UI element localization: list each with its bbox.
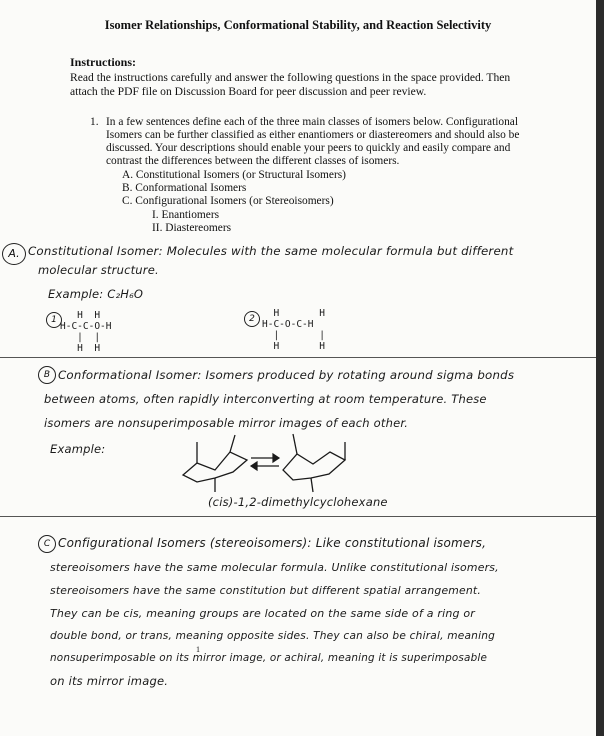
answer-b-line: isomers are nonsuperimposable mirror images of each other.: [44, 416, 409, 430]
instructions-line: Read the instructions carefully and answer the following questions in the space provided. Then: [70, 71, 511, 84]
structure-2-label: 2: [244, 311, 260, 327]
question-line: contrast the differences between the different classes of isomers.: [106, 155, 400, 167]
answer-b-line: between atoms, often rapidly interconverting at room temperature. These: [44, 392, 487, 406]
answer-b-marker: B: [38, 366, 56, 384]
question-line: Isomers can be further classified as either enantiomers or diastereomers and should also be: [106, 129, 520, 141]
option-a: A. Constitutional Isomers (or Structural Isomers): [122, 169, 346, 181]
answer-a-line: molecular structure.: [38, 263, 159, 277]
chair-conformations-drawing: [175, 430, 350, 500]
answer-c-line: double bond, or trans, meaning opposite sides. They can also be chiral, meaning: [50, 630, 496, 642]
instructions-line: attach the PDF file on Discussion Board for peer discussion and peer review.: [70, 85, 427, 98]
suboption-enantiomers: I. Enantiomers: [152, 209, 220, 221]
question-number: 1.: [90, 116, 99, 128]
answer-c-line: stereoisomers have the same constitution but different spatial arrangement.: [50, 584, 481, 597]
structure-1-label: 1: [46, 312, 62, 328]
dimethyl-ether-structure: H H H-C-O-C-H | | H H: [262, 308, 325, 352]
equilibrium-arrows: [251, 454, 279, 470]
viewer-border: [596, 0, 604, 736]
instructions-heading: Instructions:: [70, 55, 137, 69]
answer-b-line: Conformational Isomer: Isomers produced by rotating around sigma bonds: [58, 368, 515, 382]
answer-c-line: on its mirror image.: [50, 674, 169, 688]
answer-c-line: nonsuperimposable on its mirror image, or achiral, meaning it is superimposable: [50, 652, 488, 664]
answer-a-example: Example: C₂H₆O: [48, 287, 144, 301]
chair-right: [283, 434, 345, 492]
answer-b-example: Example:: [50, 442, 106, 456]
question-line: discussed. Your descriptions should enable your peers to quickly and easily compare and: [106, 142, 511, 154]
suboption-diastereomers: II. Diastereomers: [152, 222, 232, 234]
chair-left: [183, 435, 247, 492]
question-line: In a few sentences define each of the three main classes of isomers below. Configurational: [106, 116, 519, 128]
answer-a-line: Constitutional Isomer: Molecules with the same molecular formula but different: [28, 244, 514, 258]
answer-a-marker: A.: [2, 243, 26, 265]
option-c: C. Configurational Isomers (or Stereoisomers): [122, 195, 334, 207]
answer-c-line: They can be cis, meaning groups are located on the same side of a ring or: [50, 607, 476, 620]
chair-caption: (cis)-1,2-dimethylcyclohexane: [208, 495, 388, 509]
ethanol-structure: H H H-C-C-O-H | | H H: [60, 310, 112, 354]
section-divider: [0, 516, 596, 517]
section-divider: [0, 357, 596, 358]
option-b: B. Conformational Isomers: [122, 182, 247, 194]
answer-c-line: Configurational Isomers (stereoisomers): Like constitutional isomers,: [58, 536, 487, 550]
page-number: 1: [196, 645, 200, 654]
page-title: Isomer Relationships, Conformational Stability, and Reaction Selectivity: [104, 18, 492, 32]
answer-c-marker: C: [38, 535, 56, 553]
answer-c-line: stereoisomers have the same molecular formula. Unlike constitutional isomers,: [50, 561, 499, 574]
